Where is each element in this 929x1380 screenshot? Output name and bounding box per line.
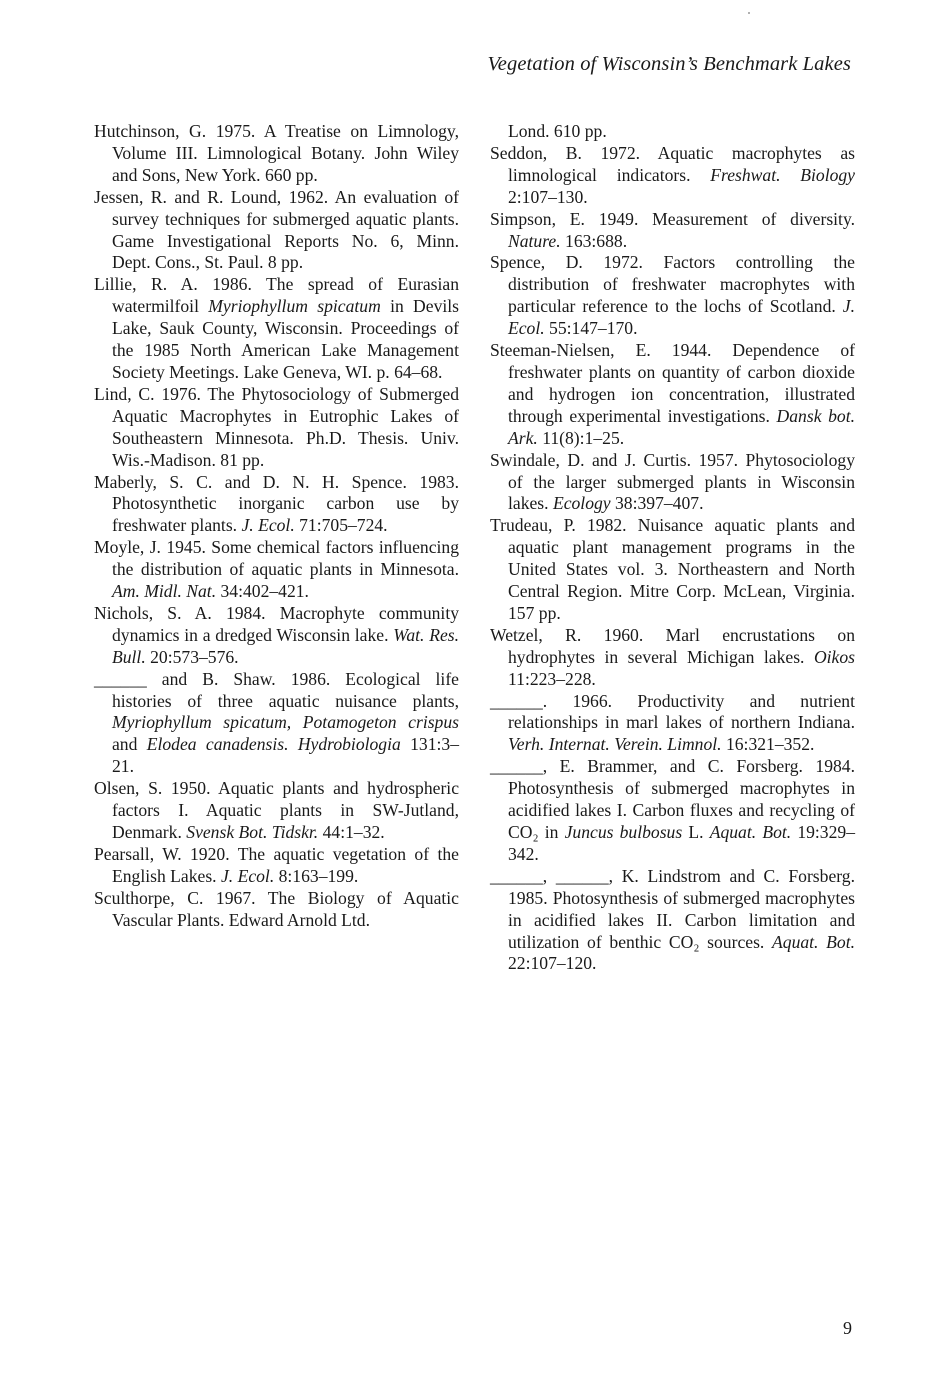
reference-text: ______, E. Brammer, and C. Forsberg. 1984. Photosynthesis of submerged macrophytes in acidified lakes I. Carbon fluxes and recycling of CO₂ in — [490, 756, 855, 842]
running-head-title: Vegetation of Wisconsin’s Benchmark Lakes — [487, 53, 851, 75]
reference-text: 19:329–342. — [508, 822, 855, 864]
reference-text: ______, ______, K. Lindstrom and C. Forsberg. 1985. Photosynthesis of submerged macrophytes in acidified lakes II. Carbon limitation and utilization of benthic CO₂ sources. — [490, 865, 855, 952]
reference-italic-text: Nature. — [508, 230, 561, 251]
reference-entry — [490, 450, 855, 516]
reference-text: 71:705–724. — [294, 515, 388, 536]
reference-italic-text: Oikos — [813, 646, 855, 667]
reference-entry — [94, 537, 459, 603]
reference-text: 2:107–130. — [508, 186, 588, 207]
reference-text: 163:688. — [560, 230, 628, 251]
reference-text: 34:402–421. — [216, 581, 309, 602]
reference-text: ______. 1966. Productivity and nutrient relationships in marl lakes of northern Indiana. — [490, 690, 855, 733]
reference-text: Jessen, R. and R. Lound, 1962. An evaluation of survey techniques for submerged aquatic plants. Game Investigational Reports No. 6, Minn. Dept. Cons., St. Paul. 8 pp. — [94, 186, 459, 273]
reference-italic-text: J. Ecol. — [508, 296, 855, 339]
reference-text: 11(8):1–25. — [537, 427, 625, 448]
reference-text: Lind, C. 1976. The Phytosociology of Submerged Aquatic Macrophytes in Eutrophic Lakes of Southeastern Minnesota. Ph.D. Thesis. Univ. Wis.-Madison. 81 pp. — [94, 383, 459, 470]
reference-text: Lond. 610 pp. — [508, 121, 607, 141]
reference-text: Wetzel, R. 1960. Marl encrustations on hydrophytes in several Michigan lakes. — [490, 624, 855, 667]
reference-entry — [490, 625, 855, 691]
reference-entry — [490, 866, 855, 976]
reference-entry — [490, 340, 855, 450]
reference-text: 16:321–352. — [721, 734, 815, 755]
reference-text: Olsen, S. 1950. Aquatic plants and hydrospheric factors I. Aquatic plants in SW-Jutland, Denmark. — [94, 778, 459, 842]
reference-text: ______ and B. Shaw. 1986. Ecological life histories of three aquatic nuisance plants, — [94, 668, 459, 711]
reference-italic-text: Verh. Internat. Verein. Limnol. — [508, 734, 722, 755]
reference-italic-text: Freshwat. Biology — [710, 164, 855, 185]
reference-text: Nichols, S. A. 1984. Macrophyte community dynamics in a dredged Wisconsin lake. — [94, 602, 459, 645]
reference-text: Moyle, J. 1945. Some chemical factors influencing the distribution of aquatic plants in Minnesota. — [94, 537, 459, 580]
references-column-left — [94, 121, 459, 932]
reference-entry — [490, 515, 855, 625]
reference-entry — [490, 691, 855, 757]
reference-italic-text: Elodea canadensis. Hydrobiologia — [146, 734, 401, 755]
reference-text: Steeman-Nielsen, E. 1944. Dependence of freshwater plants on quantity of carbon dioxide and hydrogen ion concentration, illustrated through experimental investigations. — [490, 340, 855, 426]
reference-text: and — [112, 734, 147, 755]
reference-italic-text: Myriophyllum spicatum — [208, 296, 381, 317]
reference-text: Lillie, R. A. 1986. The spread of Eurasian watermilfoil — [94, 274, 459, 317]
reference-text: Swindale, D. and J. Curtis. 1957. Phytosociology of the larger submerged plants in Wisconsin lakes. — [490, 449, 855, 514]
reference-text: 22:107–120. — [508, 953, 597, 974]
reference-text: Pearsall, W. 1920. The aquatic vegetation of the English Lakes. — [94, 843, 459, 886]
reference-italic-text: Svensk Bot. Tidskr. — [186, 822, 319, 842]
reference-text: 11:223–228. — [508, 668, 596, 689]
reference-entry — [94, 888, 459, 932]
reference-italic-text: Myriophyllum spicatum, Potamogeton crispus — [112, 712, 459, 733]
reference-text: 8:163–199. — [274, 865, 359, 886]
reference-entry — [94, 274, 459, 384]
reference-italic-text: J. Ecol. — [220, 865, 275, 886]
reference-entry — [490, 143, 855, 209]
reference-italic-text: Dansk bot. Ark. — [508, 405, 855, 448]
references-column-right — [490, 121, 855, 975]
page-number: 9 — [843, 1318, 852, 1338]
reference-italic-text: Aquat. Bot. — [709, 822, 792, 842]
reference-italic-text: Juncus bulbosus — [564, 822, 683, 842]
reference-entry — [94, 472, 459, 538]
reference-entry — [490, 252, 855, 340]
reference-text: Hutchinson, G. 1975. A Treatise on Limnology, Volume III. Limnological Botany. John Wiley and Sons, New York. 660 pp. — [94, 121, 459, 185]
reference-text: 55:147–170. — [544, 318, 638, 339]
reference-entry — [94, 603, 459, 669]
reference-entry — [94, 384, 459, 472]
reference-text: Simpson, E. 1949. Measurement of diversity. — [490, 208, 855, 229]
reference-entry — [94, 669, 459, 779]
scan-speck — [748, 12, 750, 14]
reference-italic-text: Ecology — [552, 493, 611, 514]
reference-text: 131:3–21. — [112, 734, 460, 777]
reference-text: 38:397–407. — [610, 493, 704, 514]
reference-text: Spence, D. 1972. Factors controlling the distribution of freshwater macrophytes with particular reference to the lochs of Scotland. — [490, 252, 855, 317]
reference-italic-text: Am. Midl. Nat. — [112, 581, 217, 602]
reference-text: Sculthorpe, C. 1967. The Biology of Aquatic Vascular Plants. Edward Arnold Ltd. — [94, 887, 459, 930]
reference-text: 44:1–32. — [318, 822, 385, 842]
reference-text: Trudeau, P. 1982. Nuisance aquatic plants and aquatic plant management programs in the United States vol. 3. Northeastern and North Central Region. Mitre Corp. McLean, Virginia. 157 pp. — [490, 515, 855, 623]
reference-text: in Devils Lake, Sauk County, Wisconsin. Proceedings of the 1985 North American Lake Management Society Meetings. Lake Geneva, WI. p. 64–68. — [112, 296, 459, 382]
reference-italic-text: Aquat. Bot. — [772, 931, 855, 952]
reference-entry — [490, 209, 855, 253]
reference-text: L. — [682, 822, 710, 842]
reference-text: 20:573–576. — [145, 646, 239, 667]
reference-entry — [94, 187, 459, 275]
reference-italic-text: Wat. Res. Bull. — [112, 624, 459, 667]
reference-text: Seddon, B. 1972. Aquatic macrophytes as limnological indicators. — [490, 142, 855, 185]
reference-italic-text: J. Ecol. — [241, 515, 295, 536]
reference-entry — [94, 778, 459, 844]
reference-text: Maberly, S. C. and D. N. H. Spence. 1983. Photosynthetic inorganic carbon use by freshwater plants. — [94, 471, 459, 536]
reference-entry — [490, 121, 855, 143]
reference-entry — [94, 844, 459, 888]
reference-entry — [94, 121, 459, 187]
reference-entry — [490, 756, 855, 866]
